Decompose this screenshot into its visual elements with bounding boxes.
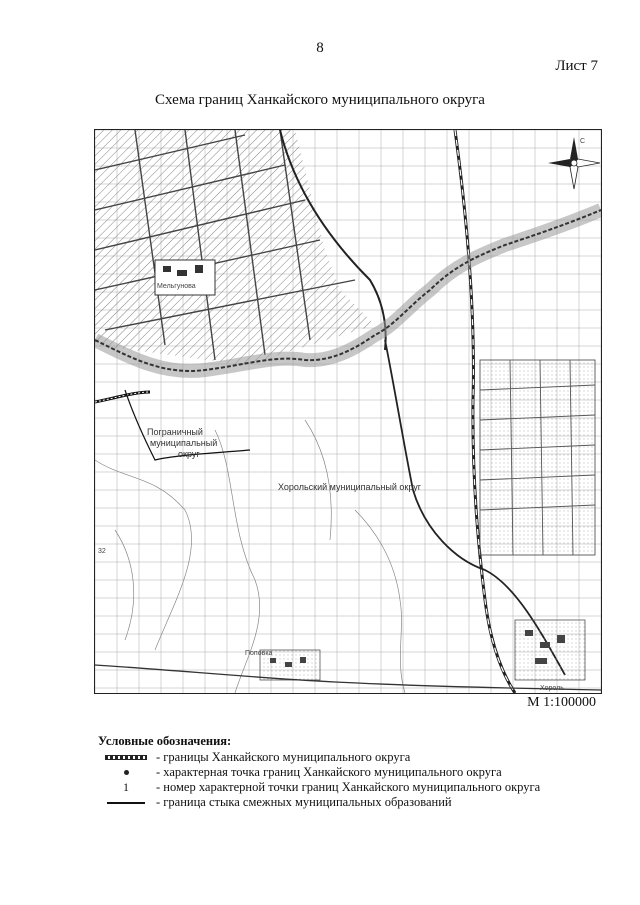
map-canvas: [95, 130, 601, 693]
legend-point-symbol: [98, 770, 154, 775]
legend-boundary-text: - границы Ханкайского муниципального округа: [156, 750, 411, 764]
east-settlement: [480, 360, 595, 555]
label-khorolsky: Хорольский муниципальный округ: [278, 482, 422, 492]
legend-junction-text: - граница стыка смежных муниципальных образований: [156, 795, 452, 809]
map-frame: [94, 129, 602, 694]
legend: [98, 734, 618, 810]
page-number: 8: [316, 40, 324, 56]
legend-title: Условные обозначения:: [98, 734, 232, 748]
label-village-south: Поповка: [245, 650, 273, 657]
legend-row-number: [98, 780, 618, 795]
legend-point-text: - характерная точка границ Ханкайского муниципального округа: [156, 765, 502, 779]
label-pogranichny-2: муниципальный: [150, 438, 218, 448]
southeast-town: [515, 620, 585, 680]
legend-row-boundary: [98, 750, 618, 765]
label-town-north: Мельгунова: [157, 283, 196, 290]
label-grid-32: 32: [98, 548, 106, 555]
label-town-east: Хороль: [540, 685, 564, 692]
legend-number-text: - номер характерной точки границ Ханкайского муниципального округа: [156, 780, 541, 794]
label-pogranichny-1: Пограничный: [147, 427, 203, 437]
map-scale: М 1:100000: [527, 695, 596, 710]
compass-north-letter: С: [580, 138, 586, 145]
legend-row-point: [98, 765, 618, 780]
map-title: Схема границ Ханкайского муниципального округа: [155, 92, 485, 108]
label-pogranichny-3: округ: [178, 449, 200, 459]
legend-boundary-symbol: [98, 755, 154, 760]
legend-row-junction: [98, 795, 618, 810]
legend-junction-symbol: [98, 802, 154, 804]
sheet-label: Лист 7: [555, 58, 598, 74]
legend-number-symbol: 1: [123, 780, 129, 794]
